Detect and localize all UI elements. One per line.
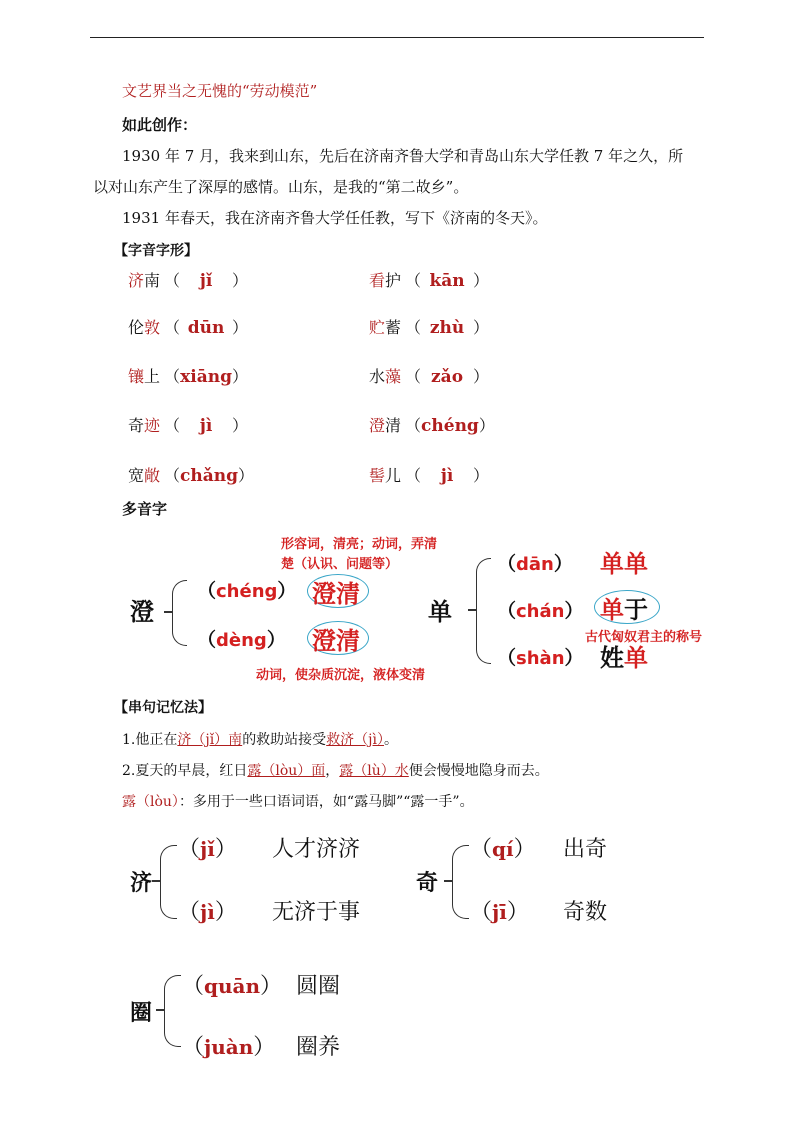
pronunciation-item	[128, 315, 248, 338]
dan-char: 单	[428, 598, 452, 626]
pronunciation-item	[128, 463, 254, 486]
cheng-note-bottom: 动词，使杂质沉淀，液体变清	[256, 668, 426, 683]
open-paren: （	[405, 466, 422, 485]
quan-reading-1: （quān）	[182, 974, 283, 999]
pinyin: xiāng	[180, 367, 232, 387]
word-char-a: 贮	[369, 318, 386, 337]
qi-reading-1: （qí）	[470, 837, 536, 862]
word-char-b: 敦	[144, 318, 161, 337]
pronunciation-heading: 【字音字形】	[114, 243, 198, 259]
ji-brace-tip	[152, 880, 160, 882]
close-paren: ）	[473, 271, 490, 290]
dan-word-3: 姓单	[600, 644, 648, 672]
cheng-reading-1: （chéng）	[197, 580, 297, 602]
dan-reading-3: （shàn）	[497, 647, 584, 669]
pinyin: dūn	[187, 318, 225, 338]
word-char-b: 上	[144, 367, 161, 386]
pronunciation-item	[369, 364, 489, 387]
paragraph-1-line-1: 1930 年 7 月，我来到山东，先后在济南齐鲁大学和青岛山东大学任教 7 年之久，所	[122, 147, 684, 165]
ji-reading-1: （jǐ）	[178, 837, 237, 862]
open-paren: （	[405, 416, 422, 435]
word-char-a: 镶	[128, 367, 145, 386]
close-paren: ）	[232, 367, 249, 386]
open-paren: （	[164, 466, 181, 485]
quan-word-1: 圆圈	[296, 974, 341, 999]
open-paren: （	[405, 271, 422, 290]
qi-brace-tip	[444, 880, 452, 882]
word-char-b: 敞	[144, 466, 161, 485]
pinyin: jǐ	[199, 271, 213, 291]
paragraph-1-line-2: 以对山东产生了深厚的感情。山东，是我的“第二故乡”。	[93, 178, 469, 196]
word-char-a: 澄	[369, 416, 386, 435]
cheng-word-1: 澄清	[312, 580, 360, 608]
pinyin: jì	[199, 416, 213, 436]
qi-word-1: 出奇	[563, 837, 608, 862]
ji-char: 济	[130, 870, 153, 896]
pronunciation-item	[369, 463, 489, 486]
pinyin: zhù	[429, 318, 465, 338]
word-char-a: 济	[128, 271, 145, 290]
word-char-b: 清	[385, 416, 402, 435]
ji-word-2: 无济于事	[272, 900, 361, 925]
word-char-b: 蓄	[385, 318, 402, 337]
polyphone-heading: 多音字	[122, 500, 168, 518]
pinyin: kān	[429, 271, 465, 291]
ji-brace	[160, 845, 177, 919]
dan-word-1: 单单	[600, 550, 648, 578]
word-char-a: 髻	[369, 466, 386, 485]
dan-note: 古代匈奴君主的称号	[585, 630, 703, 645]
pronunciation-item	[128, 268, 248, 291]
word-char-b: 藻	[385, 367, 402, 386]
dan-reading-2: （chán）	[497, 600, 584, 622]
open-paren: （	[164, 416, 181, 435]
pronunciation-item	[369, 413, 495, 436]
close-paren: ）	[238, 466, 255, 485]
quan-brace-tip	[156, 1009, 164, 1011]
section-title: 文艺界当之无愧的“劳动模范”	[122, 82, 318, 100]
close-paren: ）	[473, 318, 490, 337]
close-paren: ）	[473, 367, 490, 386]
ji-reading-2: （jì）	[178, 900, 237, 925]
header-rule	[90, 37, 704, 38]
word-char-a: 奇	[128, 416, 145, 435]
word-char-a: 伦	[128, 318, 145, 337]
memory-heading: 【串句记忆法】	[114, 700, 212, 716]
cheng-char: 澄	[130, 598, 154, 626]
creation-label: 如此创作：	[122, 116, 198, 134]
close-paren: ）	[232, 271, 249, 290]
open-paren: （	[164, 318, 181, 337]
memory-note: 露（lòu）：多用于一些口语词语，如“露马脚”“露一手”。	[122, 794, 474, 810]
pronunciation-item	[128, 413, 248, 436]
cheng-note-top-1: 形容词，清亮；动词，弄清	[281, 537, 438, 552]
memory-sentence-1: 1.他正在济（jǐ）南的救助站接受救济（jì）。	[122, 732, 399, 748]
pronunciation-item	[369, 315, 489, 338]
quan-brace	[164, 975, 181, 1047]
word-char-a: 宽	[128, 466, 145, 485]
pronunciation-item	[369, 268, 489, 291]
close-paren: ）	[232, 416, 249, 435]
paragraph-2: 1931 年春天，我在济南齐鲁大学任任教，写下《济南的冬天》。	[122, 209, 548, 227]
memory-sentence-2: 2.夏天的早晨，红日露（lòu）面，露（lù）水便会慢慢地隐身而去。	[122, 763, 549, 779]
word-char-b: 护	[385, 271, 402, 290]
quan-char: 圈	[130, 1000, 153, 1026]
dan-brace-tip	[468, 609, 476, 611]
pinyin: chǎng	[180, 466, 239, 486]
dan-reading-1: （dān）	[497, 553, 573, 575]
word-char-b: 儿	[385, 466, 402, 485]
word-char-b: 迹	[144, 416, 161, 435]
word-char-a: 看	[369, 271, 386, 290]
qi-word-2: 奇数	[563, 900, 608, 925]
qi-reading-2: （jī）	[470, 900, 529, 925]
quan-word-2: 圈养	[296, 1035, 341, 1060]
open-paren: （	[164, 367, 181, 386]
open-paren: （	[405, 318, 422, 337]
cheng-word-2: 澄清	[312, 627, 360, 655]
pronunciation-item	[128, 364, 248, 387]
cheng-reading-2: （dèng）	[197, 629, 286, 651]
pinyin: jì	[440, 466, 454, 486]
word-char-a: 水	[369, 367, 386, 386]
open-paren: （	[164, 271, 181, 290]
qi-brace	[452, 845, 469, 919]
close-paren: ）	[478, 416, 495, 435]
close-paren: ）	[232, 318, 249, 337]
word-char-b: 南	[144, 271, 161, 290]
ji-word-1: 人才济济	[272, 837, 361, 862]
dan-brace	[476, 558, 491, 664]
cheng-brace	[172, 580, 187, 646]
cheng-brace-tip	[164, 611, 172, 613]
quan-reading-2: （juàn）	[182, 1035, 276, 1060]
dan-word-2: 单于	[600, 596, 648, 624]
close-paren: ）	[473, 466, 490, 485]
cheng-note-top-2: 楚（认识、问题等）	[281, 557, 399, 572]
pinyin: zǎo	[431, 367, 464, 387]
open-paren: （	[405, 367, 422, 386]
qi-char: 奇	[416, 870, 439, 896]
pinyin: chéng	[421, 416, 479, 436]
